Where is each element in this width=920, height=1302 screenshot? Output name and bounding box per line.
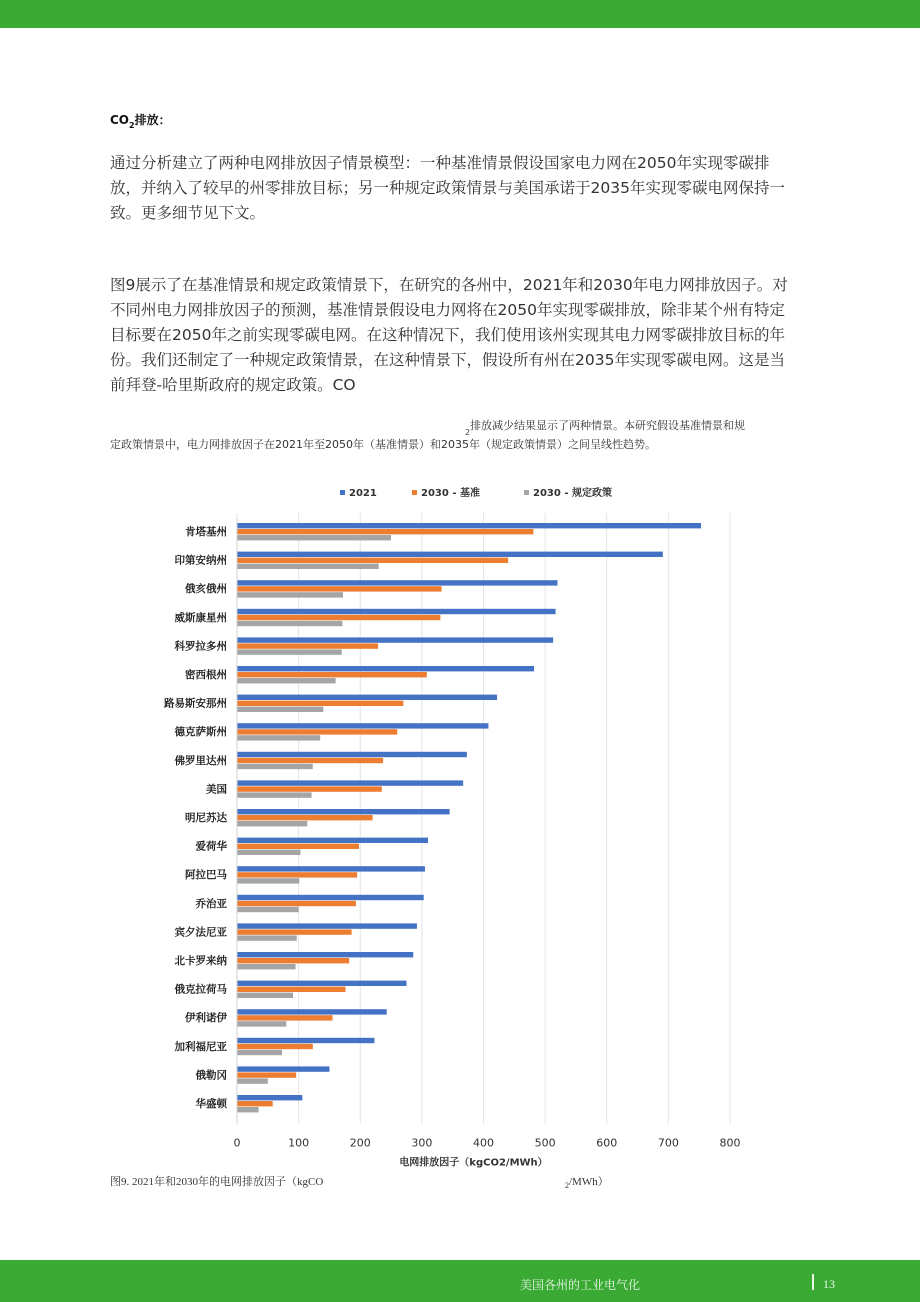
figure-caption-unit: $_2$/MWh） [565, 1176, 609, 1191]
x-tick-label: 100 [288, 1136, 310, 1150]
category-label: 威斯康星州 [174, 611, 227, 624]
bar [237, 1015, 333, 1020]
bar [237, 558, 508, 563]
co2-subscript: 2 [465, 428, 471, 437]
x-tick-label: 700 [657, 1136, 679, 1150]
bar [237, 838, 428, 843]
paragraph-figure9-description: 图9展示了在基准情景和规定政策情景下，在研究的各州中，2021年和2030年电力网排放因子。对不同州电力网排放因子的预测，基准情景假设电力网将在2050年实现零碳排放，除非某个州有特定目标要在2050年之前实现零碳电网。在这种情况下，我们使用该州实现其电力网零碳排放目标的年份。我们还制定了一种规定政策情景，在这种情景下，假设所有州在2035年实现零碳电网。这是当前拜登-哈里斯政府的规定政策。CO [110, 276, 788, 394]
category-label: 北卡罗来纳 [174, 955, 227, 967]
bar [237, 929, 352, 934]
category-label: 肯塔基州 [185, 526, 227, 538]
bar [237, 643, 378, 648]
bar [237, 1101, 273, 1106]
bar [237, 1044, 313, 1049]
bottom-green-bar [0, 1260, 920, 1302]
bar [237, 1021, 286, 1026]
category-label: 密西根州 [185, 669, 227, 681]
category-label: 俄克拉荷马 [174, 983, 227, 996]
bar [237, 952, 413, 957]
bar [237, 672, 427, 677]
bar [237, 993, 293, 998]
bar [237, 792, 312, 797]
page-number: 13 [823, 1277, 835, 1291]
bar [237, 637, 553, 642]
bar [237, 764, 313, 769]
category-label: 美国 [206, 783, 227, 796]
bar [237, 666, 534, 671]
bar [237, 964, 296, 969]
bar [237, 821, 307, 826]
bar [237, 1072, 296, 1077]
category-label: 俄亥俄州 [185, 583, 227, 596]
bar [237, 958, 349, 963]
bar [237, 592, 343, 597]
bar [237, 695, 497, 700]
bar [237, 878, 299, 883]
bar [237, 752, 467, 757]
bar [237, 523, 701, 528]
bar [237, 780, 463, 785]
category-label: 伊利诺伊 [185, 1012, 227, 1025]
bar [237, 1009, 387, 1014]
bar [237, 907, 299, 912]
legend-label: 2021 [349, 488, 377, 499]
bar [237, 615, 440, 620]
legend-swatch [524, 490, 529, 495]
bar [237, 609, 556, 614]
bar [237, 701, 403, 706]
bar [237, 758, 383, 763]
x-tick-label: 200 [349, 1136, 371, 1150]
x-tick-label: 600 [596, 1136, 618, 1150]
category-label: 德克萨斯州 [174, 726, 227, 739]
category-label: 印第安纳州 [174, 554, 227, 567]
bar [237, 1078, 268, 1083]
bar [237, 678, 336, 683]
bar [237, 735, 320, 740]
emission-factor-bar-chart [0, 480, 920, 1170]
bar [237, 621, 342, 626]
top-green-bar [0, 0, 920, 28]
category-label: 阿拉巴马 [185, 869, 227, 882]
footer-title: 美国各州的工业电气化 [520, 1278, 641, 1292]
category-label: 加利福尼亚 [174, 1040, 227, 1053]
bar [237, 981, 406, 986]
bar [237, 901, 356, 906]
bar [237, 923, 417, 928]
bar [237, 786, 382, 791]
section-heading: $CO_2$排放： [110, 113, 171, 130]
bar [237, 586, 442, 591]
bar [237, 529, 533, 534]
figure-caption: 图9. 2021年和2030年的电网排放因子（kgCO [110, 1176, 324, 1188]
bar [237, 866, 425, 871]
bar [237, 850, 300, 855]
paragraph-emission-results-1: 排放减少结果显示了两种情景。本研究假设基准情景和规 [470, 419, 745, 432]
bar [237, 1050, 282, 1055]
legend-swatch [340, 490, 345, 495]
bar [237, 564, 379, 569]
legend-label: 2030 - 规定政策 [533, 488, 612, 499]
category-label: 乔治亚 [195, 897, 227, 910]
paragraph-scenarios: 通过分析建立了两种电网排放因子情景模型：一种基准情景假设国家电力网在2050年实现零碳排放，并纳入了较早的州零排放目标；另一种规定政策情景与美国承诺于2035年实现零碳电网保持一致。更多细节见下文。 [110, 154, 785, 222]
x-tick-label: 400 [473, 1136, 494, 1150]
bar [237, 815, 373, 820]
category-label: 科罗拉多州 [174, 640, 227, 653]
bar [237, 580, 557, 585]
bar [237, 1066, 329, 1071]
x-tick-label: 0 [233, 1136, 241, 1150]
bar [237, 844, 359, 849]
bar [237, 1095, 302, 1100]
category-label: 华盛顿 [195, 1098, 227, 1110]
bar [237, 729, 397, 734]
bar [237, 895, 424, 900]
bar [237, 872, 357, 877]
category-label: 俄勒冈 [195, 1069, 227, 1082]
footer-separator [812, 1274, 814, 1290]
paragraph-emission-results-2: 定政策情景中，电力网排放因子在2021年至2050年（基准情景）和2035年（规定政策情景）之间呈线性趋势。 [110, 438, 656, 451]
bar [237, 1107, 259, 1112]
x-tick-label: 800 [719, 1136, 741, 1150]
category-label: 爱荷华 [195, 840, 227, 853]
bar [237, 723, 488, 728]
x-axis-title: 电网排放因子（kgCO2/MWh） [399, 1157, 548, 1169]
x-tick-label: 500 [534, 1136, 556, 1150]
category-label: 佛罗里达州 [174, 754, 227, 767]
bar [237, 552, 663, 557]
bar [237, 535, 391, 540]
bar [237, 707, 323, 712]
bar [237, 987, 345, 992]
legend-label: 2030 - 基准 [421, 488, 480, 499]
category-label: 宾夕法尼亚 [174, 926, 227, 939]
bar [237, 1038, 374, 1043]
category-label: 路易斯安那州 [164, 697, 227, 710]
bar [237, 809, 450, 814]
category-label: 明尼苏达 [185, 812, 227, 824]
bar [237, 649, 342, 654]
bar [237, 935, 297, 940]
legend-swatch [412, 490, 417, 495]
x-tick-label: 300 [411, 1136, 433, 1150]
